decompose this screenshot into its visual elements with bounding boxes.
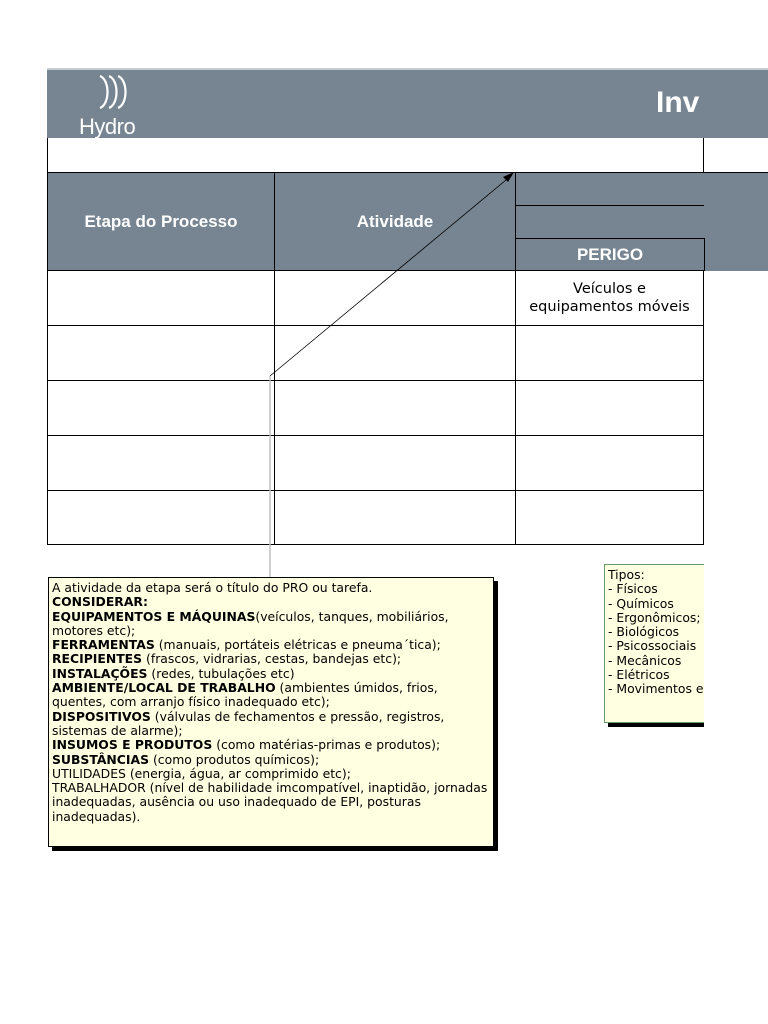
note-tipos-item: - Químicos [608,595,674,611]
note-item: TRABALHADOR (nível de habilidade imcompatível, inaptidão, jornadas inadequadas, ausência ou uso inadequado de EPI, posturas inadequadas). [52,780,488,824]
note-item: AMBIENTE/LOCAL DE TRABALHO (ambientes úmidos, frios, quentes, com arranjo físico inadequado etc); [52,680,438,710]
note-tipos-title: Tipos: [608,567,645,582]
note-tipos-item: - Biológicos [608,624,680,640]
cell-perigo-text: Veículos e equipamentos móveis [529,281,690,315]
col-header-perigo-label: PERIGO [576,244,644,264]
note-item: FERRAMENTAS (manuais, portáteis elétricas e pneuma´tica); [52,637,441,653]
page-title: Inv [656,86,700,119]
note-considerar-heading: CONSIDERAR: [52,594,148,610]
note-item: RECIPIENTES (frascos, vidrarias, cestas, bandejas etc); [52,651,402,667]
note-tipos-item: - Movimentos e [608,681,704,697]
note-item: UTILIDADES (energia, água, ar comprimido etc); [52,765,351,781]
note-tipos-item: - Físicos [608,581,658,597]
note-tipos-item: - Ergonômicos; [608,609,701,625]
arrow-head-icon [503,172,514,182]
note-intro: A atividade da etapa será o título do PRO ou tarefa. [52,580,373,595]
note-tipos-item: - Psicossociais [608,638,697,654]
note-tipos-item: - Elétricos [608,667,670,683]
comment-arrow-line [270,175,512,376]
note-item: SUBSTÂNCIAS (como produtos químicos); [52,751,320,767]
logo-text: Hydro [79,114,136,139]
note-item: DISPOSITIVOS (válvulas de fechamentos e pressão, registros, sistemas de alarme); [52,708,445,738]
comment-note-tipos-clip [600,560,704,732]
note-item: EQUIPAMENTOS E MÁQUINAS(veículos, tanques, mobiliários, motores etc); [52,608,449,638]
note-item: INSUMOS E PRODUTOS (como matérias-primas e produtos); [52,737,441,753]
col-header-etapa-label: Etapa do Processo [84,211,238,231]
note-item: INSTALAÇÕES (redes, tubulações etc) [52,665,295,681]
col-header-atividade-label: Atividade [356,211,434,231]
note-tipos-item: - Mecânicos [608,652,682,668]
comment-note-considerar [48,577,494,847]
comment-note-tipos [604,564,704,723]
